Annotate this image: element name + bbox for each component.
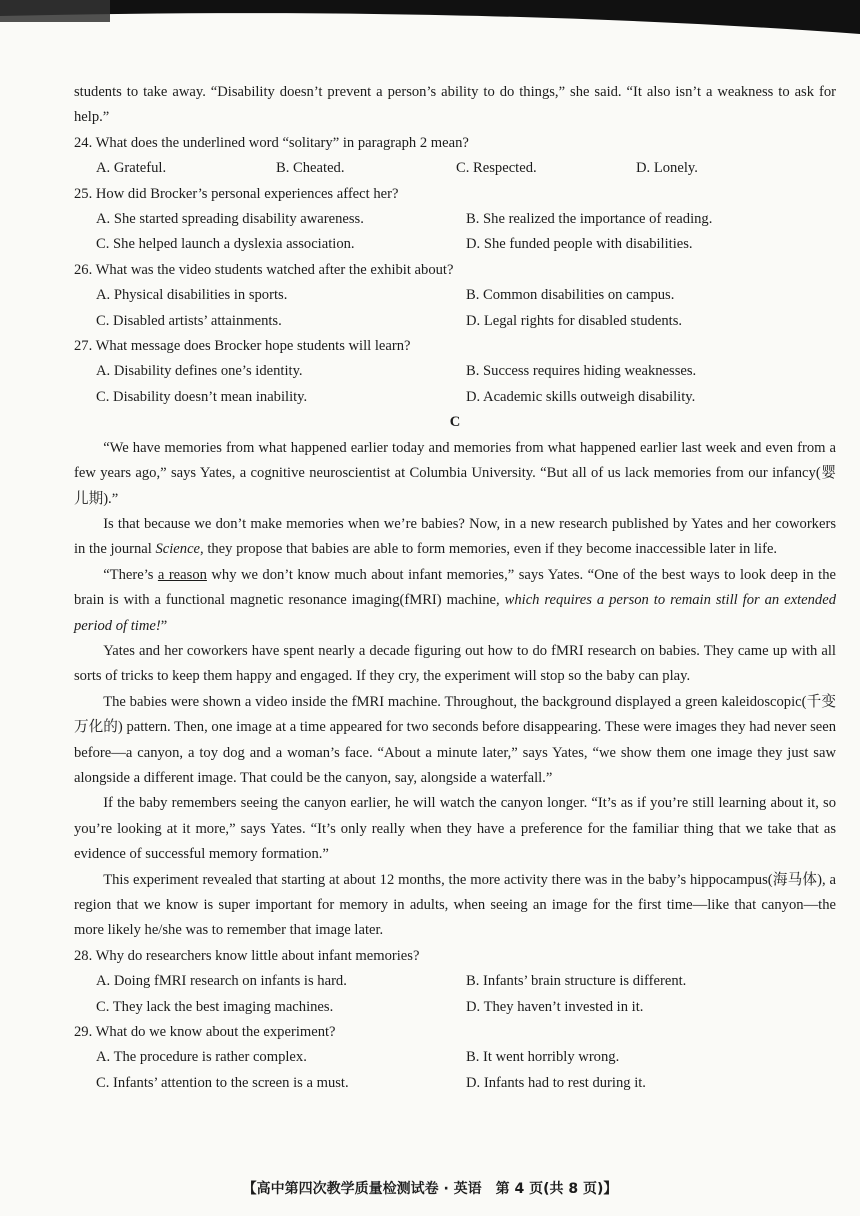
option-a: A. Disability defines one’s identity. <box>96 363 303 380</box>
question-stem: 24. What does the underlined word “solitary” in paragraph 2 mean? <box>74 134 469 151</box>
section-label: C <box>449 414 461 431</box>
option-c: C. She helped launch a dyslexia association. <box>96 236 355 253</box>
passage-b-tail: students to take away. “Disability doesn’t prevent a person’s ability to do things,” she said. “It also isn’t a weakness to ask for help.” <box>74 84 836 126</box>
option-d: D. Lonely. <box>636 160 698 177</box>
options <box>74 283 836 334</box>
question-29 <box>74 1020 836 1096</box>
option-c: C. Infants’ attention to the screen is a must. <box>96 1074 349 1091</box>
option-d: D. She funded people with disabilities. <box>466 236 693 253</box>
scan-edge-mark <box>0 0 860 40</box>
option-c: C. Disability doesn’t mean inability. <box>96 388 308 405</box>
passage-paragraph: Yates and her coworkers have spent nearly a decade figuring out how to do fMRI research on babies. They came up with all sorts of tricks to keep them happy and engaged. If they cry, the experiment will stop so the baby can play. <box>74 642 836 685</box>
option-b: B. Cheated. <box>276 160 345 177</box>
option-c: C. They lack the best imaging machines. <box>96 998 334 1015</box>
options <box>74 969 836 1020</box>
page-footer: 【高中第四次教学质量检测试卷 · 英语 第 4 页(共 8 页)】 <box>242 1181 618 1197</box>
option-a: A. She started spreading disability awareness. <box>96 211 364 228</box>
question-stem: 25. How did Brocker’s personal experiences affect her? <box>74 185 399 202</box>
question-26 <box>74 258 836 334</box>
option-a: A. Doing fMRI research on infants is hard. <box>96 973 347 990</box>
option-b: B. Infants’ brain structure is different. <box>466 973 687 990</box>
question-stem: 29. What do we know about the experiment? <box>74 1024 336 1041</box>
option-d: D. Legal rights for disabled students. <box>466 312 683 329</box>
exam-page <box>74 80 836 1096</box>
passage-paragraph: If the baby remembers seeing the canyon earlier, he will watch the canyon longer. “It’s as if you’re still learning about it, so you’re looking at it more,” says Yates. “It’s only really when they have a preference for the familiar thing that we take that as evidence of successful memory formation.” <box>74 795 836 863</box>
option-a: A. Physical disabilities in sports. <box>96 287 288 304</box>
passage-paragraph: The babies were shown a video inside the fMRI machine. Throughout, the background displayed a green kaleidoscopic(千变万化的) pattern. Then, one image at a time appeared for two seconds before disappearing. These were images they had never seen before—a canyon, a toy dog and a woman’s face. “About a minute later,” says Yates, “we show them one image they just saw alongside a different image. That could be the canyon, say, alongside a waterfall.” <box>74 693 836 786</box>
option-b: B. She realized the importance of reading. <box>466 211 713 228</box>
question-24 <box>74 131 836 182</box>
option-a: A. Grateful. <box>96 160 167 177</box>
passage-paragraph: “There’s a reason why we don’t know much about infant memories,” says Yates. “One of the best ways to look deep in the brain is with a functional magnetic resonance imaging(fMRI) machine, which requires a person to remain still for an extended period of time!” <box>74 566 837 634</box>
option-b: B. It went horribly wrong. <box>466 1049 620 1066</box>
options <box>74 156 836 181</box>
question-27 <box>74 334 836 410</box>
passage-paragraph: Is that because we don’t make memories when we’re babies? Now, in a new research published by Yates and her coworkers in the journal Science, they propose that babies are able to form memories, even if they become inaccessible later in life. <box>74 515 836 558</box>
passage-paragraph: This experiment revealed that starting at about 12 months, the more activity there was in the baby’s hippocampus(海马体), a region that we know is super important for memory in adults, when seeing an image for the first time—like that canyon—the more likely he/she was to remember that image later. <box>74 871 836 939</box>
question-25 <box>74 182 836 258</box>
passage-paragraph: “We have memories from what happened earlier today and memories from what happened earlier last week and even from a few years ago,” says Yates, a cognitive neuroscientist at Columbia University. “But all of us lack memories from our infancy(婴儿期).” <box>74 439 836 507</box>
option-c: C. Respected. <box>456 160 537 177</box>
option-a: A. The procedure is rather complex. <box>96 1049 307 1066</box>
options <box>74 207 836 258</box>
options <box>74 1045 836 1096</box>
question-stem: 27. What message does Brocker hope students will learn? <box>74 338 411 355</box>
option-b: B. Common disabilities on campus. <box>466 287 675 304</box>
question-28 <box>74 944 836 1020</box>
option-c: C. Disabled artists’ attainments. <box>96 312 282 329</box>
question-stem: 28. Why do researchers know little about infant memories? <box>74 947 420 964</box>
option-b: B. Success requires hiding weaknesses. <box>466 363 697 380</box>
option-d: D. Academic skills outweigh disability. <box>466 388 696 405</box>
option-d: D. Infants had to rest during it. <box>466 1074 646 1091</box>
question-stem: 26. What was the video students watched after the exhibit about? <box>74 261 454 278</box>
options <box>74 359 836 410</box>
option-d: D. They haven’t invested in it. <box>466 998 644 1015</box>
